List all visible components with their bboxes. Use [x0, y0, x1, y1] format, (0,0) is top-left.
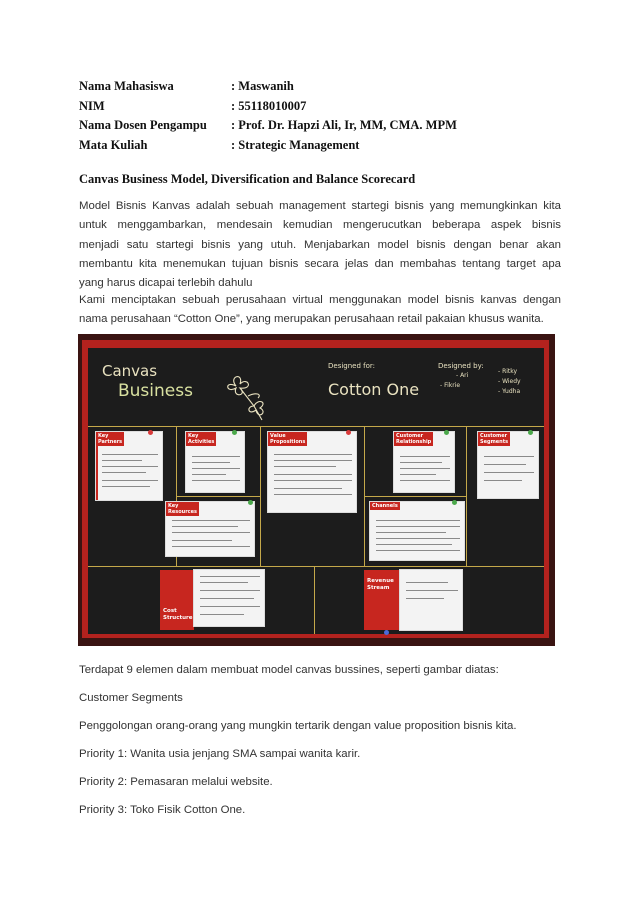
text-line: Kami menciptakan sebuah perusahaan virtual menggunakan model bisnis kanvas dengan — [79, 294, 561, 306]
board-title-line1: Canvas — [102, 362, 158, 380]
info-row-lecturer — [79, 116, 559, 136]
segment-desc: Penggolongan orang-orang yang mungkin tertarik dengan value proposition bisnis kita. — [79, 720, 517, 732]
block-label: Channels — [372, 503, 398, 509]
grid-line — [177, 496, 260, 497]
priority-2: Priority 2: Pemasaran melalui website. — [79, 776, 273, 788]
info-value: : Prof. Dr. Hapzi Ali, Ir, MM, CMA. MPM — [231, 118, 457, 132]
card-channels — [370, 502, 464, 560]
block-label: Key Resources — [168, 503, 198, 515]
designed-by-label: Designed by: — [438, 362, 484, 370]
card-customer-relationship — [394, 432, 454, 492]
block-label: Customer Relationship — [396, 433, 432, 445]
section-heading: Canvas Business Model, Diversification and Balance Scorecard — [79, 172, 416, 186]
card-customer-segments — [478, 432, 538, 498]
card-revenue-stream — [400, 570, 462, 630]
grid-line — [365, 496, 466, 497]
priority-3: Priority 3: Toko Fisik Cotton One. — [79, 804, 246, 816]
student-info — [79, 77, 559, 155]
info-label: Nama Dosen Pengampu — [79, 118, 207, 132]
designer-name: - Ari — [456, 372, 469, 379]
segment-title: Customer Segments — [79, 692, 183, 704]
grid-line — [466, 426, 467, 566]
info-label: NIM — [79, 98, 105, 113]
designer-name: - Wiedy — [498, 378, 521, 385]
text-line: yang harus dicapai terlebih dahulu — [79, 277, 253, 290]
designed-for-value: Cotton One — [328, 380, 420, 399]
card-key-partners — [96, 432, 162, 500]
info-label: Nama Mahasiswa — [79, 79, 174, 93]
card-value-propositions — [268, 432, 356, 512]
cost-structure-block — [160, 570, 194, 630]
board-title-line2: Business — [118, 381, 193, 401]
designer-name: - Ritky — [498, 368, 518, 375]
text-line: untuk menggambarkan, mendesain kemudian mengerucutkan beberapa aspek bisnis — [79, 219, 561, 232]
block-label: Key Activities — [188, 433, 215, 445]
text-line: membantu kita menemukan tujuan bisnis secara jelas dan membahas tentang target apa — [79, 257, 561, 270]
block-label: Customer Segments — [480, 433, 509, 445]
info-row-course — [79, 136, 559, 156]
text-line: menjadi satu startegi bisnis yang utuh. Menjabarkan model bisnis dengan benar akan — [79, 238, 561, 251]
info-value: : 55118010007 — [231, 98, 307, 113]
designer-name: - Yudha — [498, 388, 521, 395]
grid-line — [314, 566, 315, 634]
chalkboard — [88, 348, 544, 634]
designer-name: - Fikrie — [440, 382, 461, 389]
priority-1: Priority 1: Wanita usia jenjang SMA sampai wanita karir. — [79, 748, 361, 760]
flower-doodle-icon — [218, 366, 278, 426]
revenue-stream-block — [364, 570, 400, 630]
block-label: Value Propositions — [270, 433, 306, 445]
info-value: : Maswanih — [231, 79, 294, 93]
paragraph-company — [79, 291, 561, 330]
block-label: Key Partners — [98, 433, 123, 445]
block-label: Revenue Stream — [367, 578, 394, 591]
card-cost-structure — [194, 570, 264, 626]
block-label: Cost Structure — [163, 608, 193, 621]
info-label: Mata Kuliah — [79, 137, 148, 152]
text-line: Model Bisnis Kanvas adalah sebuah management startegi bisnis yang memungkinkan kita — [79, 200, 561, 212]
info-row-name — [79, 77, 559, 97]
info-value: : Strategic Management — [231, 137, 360, 152]
intro-line: Terdapat 9 elemen dalam membuat model canvas bussines, seperti gambar diatas: — [79, 664, 499, 676]
grid-line — [88, 426, 544, 427]
card-key-activities — [186, 432, 244, 492]
designed-for-label: Designed for: — [328, 362, 376, 370]
canvas-board-photo — [78, 334, 555, 646]
card-key-resources — [166, 502, 254, 556]
text-line: nama perusahaan “Cotton One”, yang merupakan perusahaan retail pakaian khusus wanita. — [79, 313, 544, 326]
paragraph-intro — [79, 197, 561, 293]
grid-line — [88, 566, 544, 567]
info-row-nim — [79, 97, 559, 117]
grid-line — [260, 426, 261, 566]
